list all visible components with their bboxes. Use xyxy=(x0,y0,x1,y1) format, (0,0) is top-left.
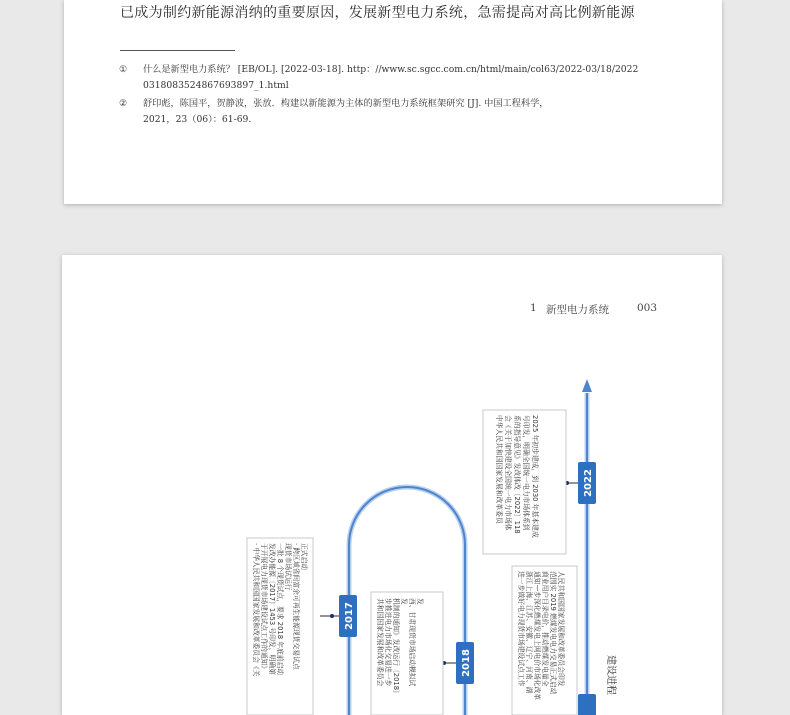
event-line: 系的指导意见》发改体改〔2022〕118 xyxy=(513,415,521,534)
footnote-text-line: 2021，23（06）：61-69. xyxy=(143,114,252,125)
timeline-figure xyxy=(62,255,722,715)
footnote-text-line: 舒印彪，陈国平，贺静波，张放．构建以新能源为主体的新型电力系统框架研究 [J]. 中国工程科学， xyxy=(143,98,549,109)
body-text-line: 已成为制约新能源消纳的重要原因，发展新型电力系统，急需提高对高比例新能源 xyxy=(120,5,635,21)
event-line: 号印发，明确全国统一电力市场体系到 xyxy=(522,415,530,531)
figure-caption-fragment: 建设进程 xyxy=(605,655,616,695)
timeline-arrow-head xyxy=(582,379,592,392)
event-line: · 中华人民共和国国家发展和改革委员会《关 xyxy=(252,543,260,677)
event-line: 现货市场试运行 xyxy=(284,543,292,591)
event-box-2018 xyxy=(371,592,443,715)
year-badge-2018 xyxy=(456,642,474,684)
event-line: 通知—步深化燃煤发电上网电价市场化改革 xyxy=(533,571,541,701)
footnote-rule xyxy=(120,50,235,51)
event-line: 进一步做好电力现货市场建设试点工作 xyxy=(517,571,525,687)
event-line: 2025 年初步建成，到 2030 年基本建成 xyxy=(531,415,539,538)
book-page-top xyxy=(64,0,722,204)
footnote-text-line: 0318083524867693897_1.html xyxy=(143,80,289,91)
event-line: · 跨区域省间富余可再生能源现货交易试点 xyxy=(292,543,300,670)
year-label: 2018 xyxy=(461,649,472,677)
event-line: 机制的通知》发改运行〔2018〕 xyxy=(392,598,400,697)
footnote-text-line: 什么是新型电力系统？ [EB/OL]. [2022-03-18]. http：//www.sc.sgcc.com.cn/html/main/col63/2022-03/18/2022 xyxy=(143,64,639,75)
connector-dot xyxy=(330,614,334,618)
running-header-page-number: 003 xyxy=(637,302,658,314)
event-box-2017 xyxy=(247,538,313,715)
year-label: 2017 xyxy=(344,602,355,630)
year-badge-2022 xyxy=(578,462,596,504)
event-line: 西、甘肃现货市场启动模拟试 xyxy=(408,598,416,687)
event-line: 人民共和国国家发展和改革委员会印发 xyxy=(557,571,565,687)
event-line: 浙江上海、江苏、安徽、辽宁、河南、湖 xyxy=(525,571,533,694)
event-line: 会《关于加快建设全国统一电力市场体 xyxy=(504,415,512,531)
event-line: 发 xyxy=(400,598,408,605)
year-label: 2022 xyxy=(583,469,594,497)
year-badge-2017 xyxy=(339,595,357,637)
event-line: 发 xyxy=(416,598,424,605)
event-line: 一批 8 个现货试点，要求 2018 年底前启动 xyxy=(276,543,284,676)
running-header-title: 新型电力系统 xyxy=(546,304,609,316)
event-line: 共和国国家发展和改革委员会 xyxy=(376,598,384,687)
event-box-bottom-right xyxy=(512,566,577,715)
footnote-marker: ② xyxy=(119,98,128,109)
running-header-chapter: 1 xyxy=(530,302,537,314)
event-line: 步推进电力市场化交易进一步 xyxy=(384,598,392,687)
event-box-2022 xyxy=(483,410,566,554)
book-page-bottom xyxy=(62,255,722,715)
footnote-marker: ① xyxy=(119,64,128,75)
event-line: 发改办能源〔2017〕1453 号印发，明确第 xyxy=(268,543,276,675)
event-line: 正式启动 xyxy=(300,543,308,571)
event-line: 范围实 2019 燃煤发电电力交易正式启动 xyxy=(549,571,557,695)
year-badge-partial xyxy=(578,694,596,715)
event-line: 中华人民共和国国家发展和改革委员 xyxy=(495,415,503,524)
event-line: 商业用户目录电价，推动燃煤发电量全 xyxy=(541,571,549,687)
event-line: 于开展电力现货市场建设试点工作的通知》 xyxy=(260,543,268,673)
